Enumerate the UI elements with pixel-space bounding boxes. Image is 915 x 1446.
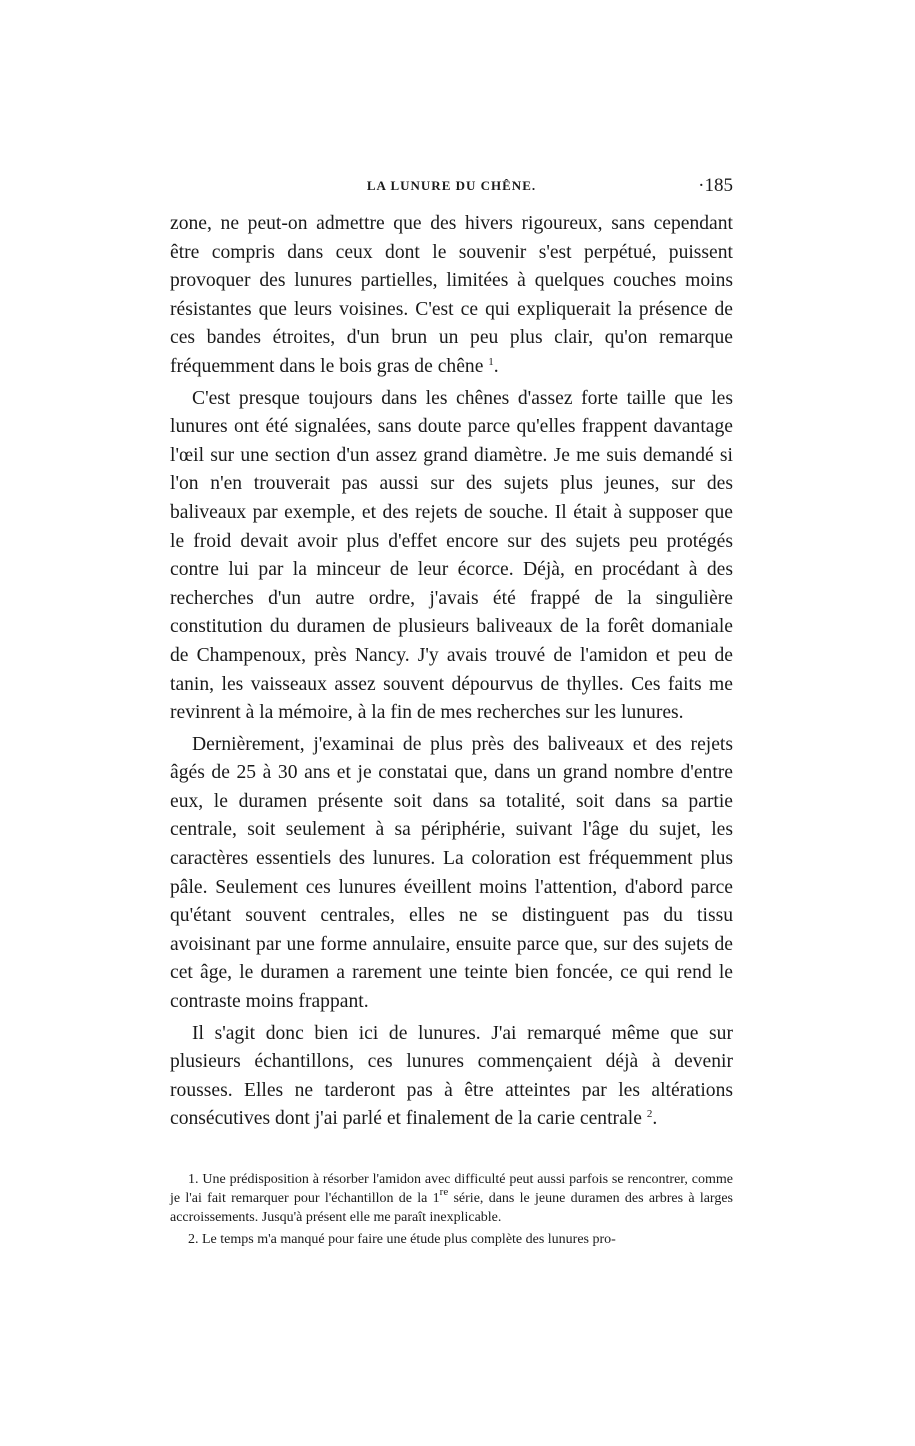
paragraph-2: C'est presque toujours dans les chênes d'assez forte taille que les lunures ont été signalées, sans doute parce qu'elles frappent davantage l'œil sur une section d'un assez grand diamètre. Je me suis demandé si l'on n'en trouverait pas aussi sur des sujets plus jeunes, sur des baliveaux par exemple, et des rejets de souche. Il était à supposer que le froid devait avoir plus d'effet encore sur des sujets peu protégés contre lui par la minceur de leur écorce. Déjà, en procédant à des recherches d'un autre ordre, j'avais été frappé de la singulière constitution du duramen de plusieurs baliveaux de la forêt domaniale de Champenoux, près Nancy. J'y avais trouvé de l'amidon et peu de tanin, les vaisseaux assez souvent dépourvus de thylles. Ces faits me revinrent à la mémoire, à la fin de mes recherches sur les lunures.	[170, 387, 733, 724]
running-head	[170, 175, 733, 200]
footnote-1-sup: re	[439, 1186, 449, 1198]
running-title: LA LUNURE DU CHÊNE.	[366, 178, 537, 193]
footnote-1-text-b: série, dans le jeune duramen des arbres à larges accroissements. Jusqu'à présent elle me paraît inexplicable.	[170, 1191, 733, 1225]
page-number: ·185	[698, 175, 733, 196]
footnote-2-number: 2.	[188, 1232, 199, 1247]
footnote-1-text-a: Une prédisposition à résorber l'amidon avec difficulté peut aussi parfois se rencontrer, comme je l'ai fait remarquer pour l'échantillon de la 1	[170, 1172, 733, 1206]
note-ref-2: 2	[646, 1108, 653, 1121]
footnote-1	[170, 1170, 733, 1227]
paragraph-1-end: .	[493, 355, 499, 377]
body-text	[170, 210, 733, 1134]
paragraph-3: Dernièrement, j'examinai de plus près des baliveaux et des rejets âgés de 25 à 30 ans et je constatai que, dans un grand nombre d'entre eux, le duramen présente soit dans sa totalité, soit dans sa partie centrale, soit seulement à sa périphérie, suivant l'âge du sujet, les caractères essentiels des lunures. La coloration est fréquemment plus pâle. Seulement ces lunures éveillent moins l'attention, d'abord parce qu'étant souvent centrales, elles ne se distinguent pas du tissu avoisinant par une forme annulaire, ensuite parce que, sur des sujets de cet âge, le duramen a rarement une teinte bien foncée, ce qui rend le contraste moins frappant.	[170, 733, 733, 1013]
paragraph-4-text: Il s'agit donc bien ici de lunures. J'ai remarqué même que sur plusieurs échantillons, ces lunures commençaient déjà à devenir rousses. Elles ne tarderont pas à être atteintes par les altérations consécutives dont j'ai parlé et finalement de la carie centrale	[170, 1022, 733, 1130]
paragraph-1-text: zone, ne peut-on admettre que des hivers rigoureux, sans cependant être compris dans ceux dont le souvenir s'est perpétué, puissent provoquer des lunures partielles, limitées à quelques couches moins résistantes que leurs voisines. C'est ce qui expliquerait la présence de ces bandes étroites, d'un brun un peu plus clair, qu'on remarque fréquemment dans le bois gras de chêne	[170, 213, 733, 377]
footnote-2	[170, 1230, 733, 1249]
note-ref-1: 1	[488, 355, 494, 368]
footnote-2-text: Le temps m'a manqué pour faire une étude plus complète des lunures pro-	[202, 1232, 616, 1247]
paragraph-1	[170, 210, 733, 382]
paragraph-4	[170, 1020, 733, 1134]
footnote-1-number: 1.	[188, 1172, 199, 1187]
paragraph-4-end: .	[652, 1108, 658, 1130]
footnotes	[170, 1170, 733, 1249]
